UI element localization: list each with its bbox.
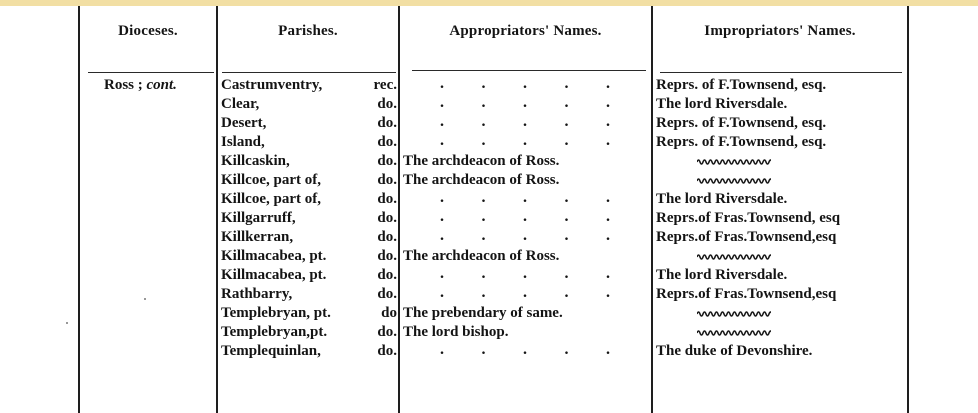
table-row — [0, 286, 978, 305]
leader-dot: . — [481, 189, 486, 206]
table-row — [0, 172, 978, 191]
table-row — [0, 77, 978, 96]
leader-dot: . — [606, 284, 610, 301]
impropriator-cell: Reprs. of F.Townsend, esq. — [656, 134, 827, 150]
leader-dots — [440, 286, 610, 300]
parish-cell — [221, 77, 397, 94]
leader-dot: . — [440, 132, 444, 149]
leader-dot: . — [481, 132, 486, 149]
table-row — [0, 210, 978, 229]
leader-dots — [440, 134, 610, 148]
parish-name: Killgarruff, — [221, 210, 296, 226]
leader-dots — [440, 343, 610, 357]
parish-suffix: do. — [377, 286, 397, 302]
leader-dot: . — [606, 208, 610, 225]
leader-dot: . — [440, 94, 444, 111]
leader-dot: . — [564, 94, 569, 111]
leader-dot: . — [564, 284, 569, 301]
leader-dot: . — [440, 284, 444, 301]
impropriator-cell: The duke of Devonshire. — [656, 343, 813, 359]
page-speck — [66, 322, 68, 324]
leader-dot: . — [481, 94, 486, 111]
wavy-rule — [697, 309, 771, 319]
parish-cell — [221, 115, 397, 132]
impropriator-cell: The lord Riversdale. — [656, 267, 788, 283]
parish-cell — [221, 210, 397, 227]
leader-dot: . — [606, 113, 610, 130]
parish-suffix: do. — [377, 191, 397, 207]
parish-suffix: rec. — [373, 77, 397, 93]
table-row — [0, 96, 978, 115]
appropriator-cell: The archdeacon of Ross. — [403, 248, 560, 264]
parish-cell — [221, 343, 397, 360]
table-row — [0, 248, 978, 267]
leader-dots — [440, 229, 610, 243]
impropriator-cell: Reprs.of Fras.Townsend,esq — [656, 286, 837, 302]
parish-cell — [221, 305, 397, 322]
leader-dot: . — [606, 265, 610, 282]
table-row — [0, 115, 978, 134]
leader-dot: . — [606, 75, 610, 92]
leader-dot: . — [481, 341, 486, 358]
appropriator-cell: The prebendary of same. — [403, 305, 563, 321]
parish-name: Island, — [221, 134, 265, 150]
parish-name: Desert, — [221, 115, 267, 131]
appropriator-cell: The lord bishop. — [403, 324, 509, 340]
parish-suffix: do. — [377, 210, 397, 226]
header-rule-parishes — [222, 72, 396, 73]
leader-dot: . — [606, 132, 610, 149]
leader-dot: . — [523, 208, 527, 225]
parish-cell — [221, 324, 397, 341]
parish-suffix: do. — [377, 96, 397, 112]
leader-dot: . — [440, 208, 444, 225]
table-row — [0, 343, 978, 362]
impropriator-cell: Reprs.of Fras.Townsend,esq — [656, 229, 837, 245]
leader-dot: . — [523, 189, 527, 206]
leader-dots — [440, 267, 610, 281]
wavy-rule — [697, 252, 771, 262]
parish-name: Killcaskin, — [221, 153, 290, 169]
leader-dot: . — [440, 189, 444, 206]
parish-name: Templequinlan, — [221, 343, 321, 359]
parish-cell — [221, 153, 397, 170]
leader-dot: . — [606, 227, 610, 244]
header-rule-impropriators — [660, 72, 902, 73]
parish-suffix: do. — [377, 324, 397, 340]
header-rule-appropriators — [412, 70, 646, 71]
parish-name: Rathbarry, — [221, 286, 293, 302]
leader-dots — [440, 191, 610, 205]
parish-suffix: do — [381, 305, 397, 321]
leader-dot: . — [523, 75, 527, 92]
leader-dots — [440, 77, 610, 91]
leader-dots — [440, 115, 610, 129]
leader-dot: . — [564, 75, 569, 92]
table-row — [0, 324, 978, 343]
wavy-rule — [697, 157, 771, 167]
leader-dot: . — [564, 189, 569, 206]
header-impropriators: Impropriators' Names. — [704, 23, 856, 39]
leader-dot: . — [564, 132, 569, 149]
header-dioceses: Dioceses. — [118, 23, 178, 39]
parish-cell — [221, 191, 397, 208]
leader-dot: . — [523, 265, 527, 282]
impropriator-cell: The lord Riversdale. — [656, 191, 788, 207]
impropriator-cell: Reprs. of F.Townsend, esq. — [656, 115, 827, 131]
parish-name: Templebryan, pt. — [221, 305, 331, 321]
parish-cell — [221, 96, 397, 113]
leader-dot: . — [523, 94, 527, 111]
parish-name: Killmacabea, pt. — [221, 267, 327, 283]
parish-cell — [221, 248, 397, 265]
impropriator-cell: The lord Riversdale. — [656, 96, 788, 112]
leader-dot: . — [606, 189, 610, 206]
parish-cell — [221, 172, 397, 189]
leader-dots — [440, 210, 610, 224]
table-row — [0, 191, 978, 210]
leader-dot: . — [523, 227, 527, 244]
leader-dot: . — [564, 265, 569, 282]
parish-cell — [221, 267, 397, 284]
impropriator-cell: Reprs.of Fras.Townsend, esq — [656, 210, 841, 226]
leader-dot: . — [481, 227, 486, 244]
wavy-rule — [697, 176, 771, 186]
parish-name: Killcoe, part of, — [221, 191, 321, 207]
parish-name: Clear, — [221, 96, 260, 112]
parish-suffix: do. — [377, 153, 397, 169]
impropriator-cell: Reprs. of F.Townsend, esq. — [656, 77, 827, 93]
parish-suffix: do. — [377, 115, 397, 131]
leader-dot: . — [440, 227, 444, 244]
leader-dot: . — [440, 75, 444, 92]
top-border-strip — [0, 0, 978, 6]
leader-dot: . — [481, 208, 486, 225]
leader-dot: . — [564, 208, 569, 225]
leader-dot: . — [440, 113, 444, 130]
diocese-name: Ross ; — [104, 77, 143, 93]
leader-dot: . — [523, 113, 527, 130]
table-row — [0, 305, 978, 324]
parish-name: Killcoe, part of, — [221, 172, 321, 188]
page-speck — [144, 298, 146, 300]
leader-dot: . — [523, 341, 527, 358]
appropriator-cell: The archdeacon of Ross. — [403, 153, 560, 169]
leader-dot: . — [564, 341, 569, 358]
parish-name: Templebryan,pt. — [221, 324, 328, 340]
parish-suffix: do. — [377, 229, 397, 245]
parish-cell — [221, 134, 397, 151]
table-row — [0, 267, 978, 286]
leader-dot: . — [606, 94, 610, 111]
leader-dot: . — [606, 341, 610, 358]
leader-dot: . — [481, 113, 486, 130]
leader-dot: . — [564, 113, 569, 130]
leader-dot: . — [481, 75, 486, 92]
header-appropriators: Appropriators' Names. — [449, 23, 602, 39]
leader-dot: . — [440, 265, 444, 282]
parish-name: Killmacabea, pt. — [221, 248, 327, 264]
parish-suffix: do. — [377, 172, 397, 188]
parish-cell — [221, 229, 397, 246]
table-row — [0, 229, 978, 248]
leader-dot: . — [523, 132, 527, 149]
leader-dot: . — [440, 341, 444, 358]
header-parishes: Parishes. — [278, 23, 338, 39]
parish-cell — [221, 286, 397, 303]
appropriator-cell: The archdeacon of Ross. — [403, 172, 560, 188]
leader-dots — [440, 96, 610, 110]
leader-dot: . — [523, 284, 527, 301]
leader-dot: . — [481, 284, 486, 301]
parish-suffix: do. — [377, 343, 397, 359]
header-rule-dioceses — [88, 72, 214, 73]
parish-suffix: do. — [377, 267, 397, 283]
parish-name: Killkerran, — [221, 229, 294, 245]
leader-dot: . — [481, 265, 486, 282]
parish-suffix: do. — [377, 134, 397, 150]
table-row — [0, 134, 978, 153]
diocese-cont: cont. — [146, 77, 177, 93]
parish-suffix: do. — [377, 248, 397, 264]
table-row — [0, 153, 978, 172]
wavy-rule — [697, 328, 771, 338]
parish-name: Castrumventry, — [221, 77, 323, 93]
leader-dot: . — [564, 227, 569, 244]
